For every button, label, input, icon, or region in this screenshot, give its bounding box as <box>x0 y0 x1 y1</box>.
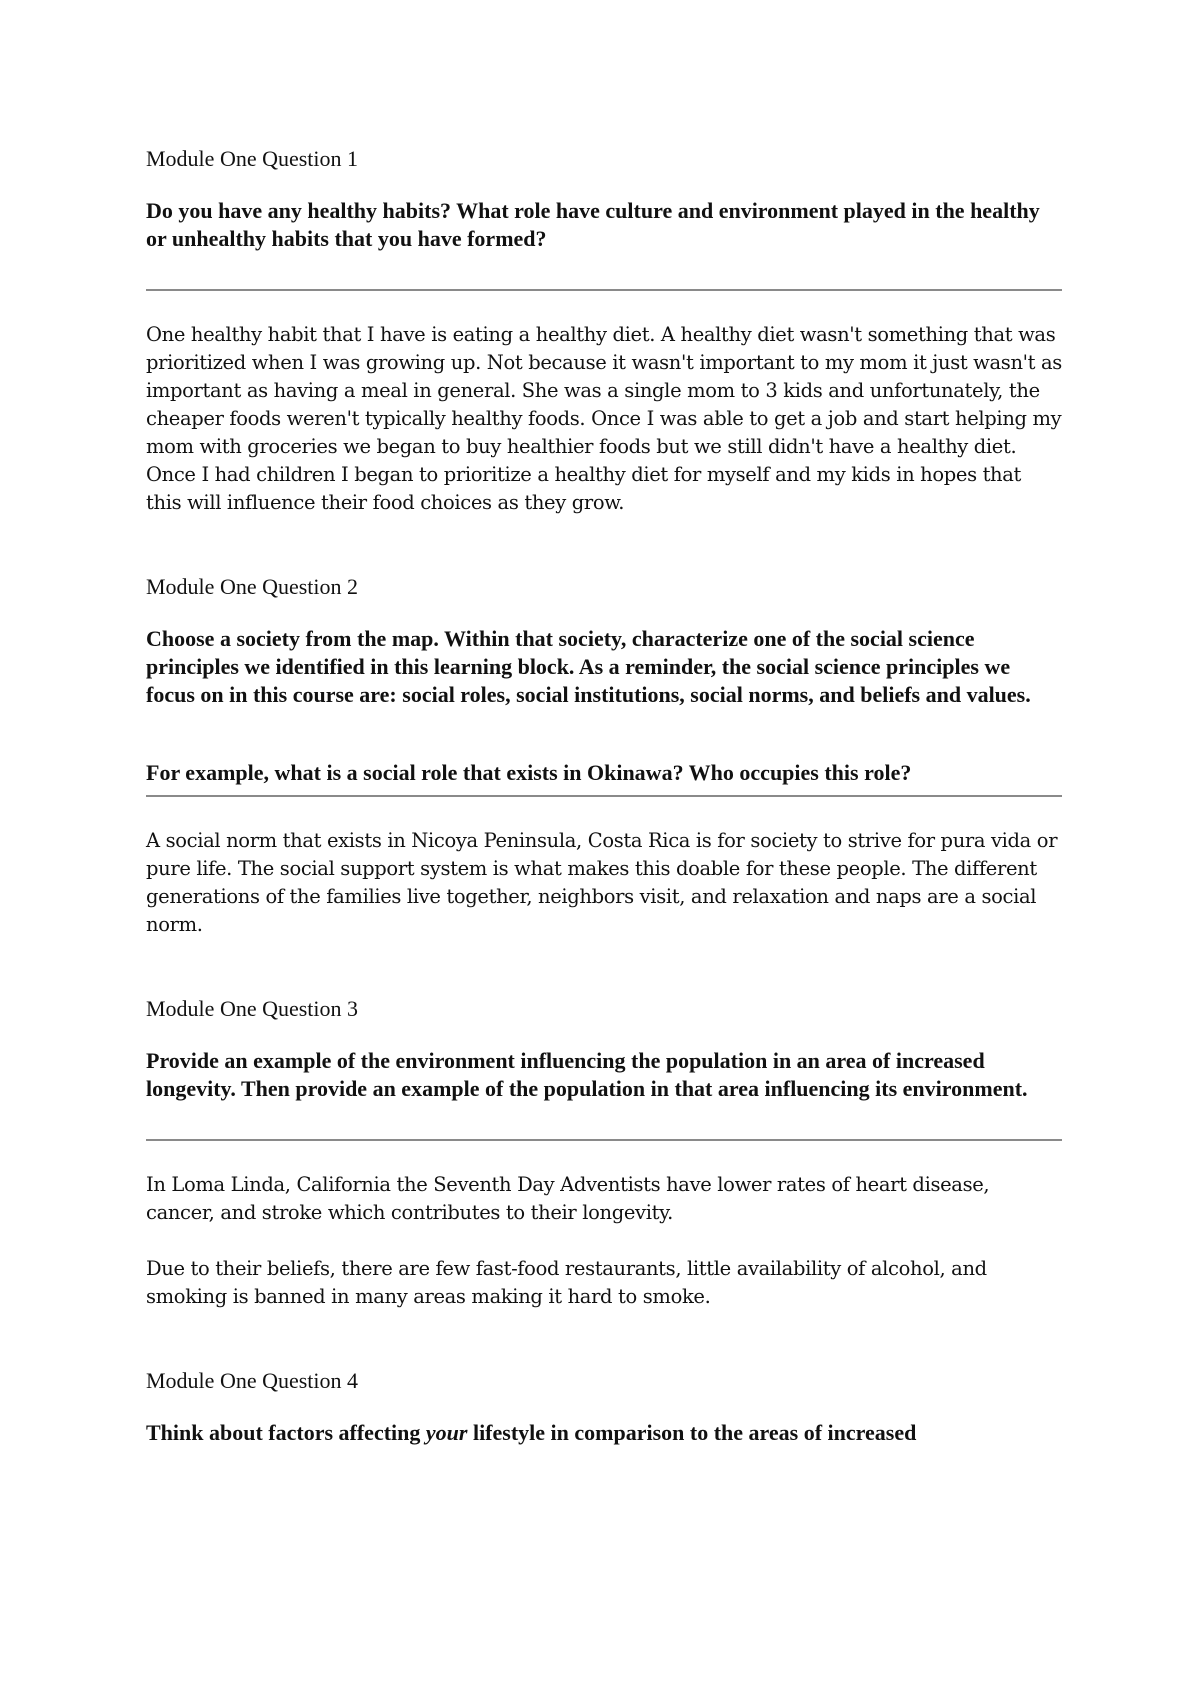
question-1-prompt: Do you have any healthy habits? What role have culture and environment played in the healthy or unhealthy habits that you have formed? <box>146 198 1040 251</box>
module-one-question-2-title: Module One Question 2 <box>146 574 359 599</box>
question-3-prompt: Provide an example of the environment influencing the population in an area of increased longevity. Then provide an example of the population in that area influencing its environment. <box>146 1048 1028 1101</box>
question-2-example: For example, what is a social role that exists in Okinawa? Who occupies this role? <box>146 760 912 785</box>
question-2-prompt: Choose a society from the map. Within that society, characterize one of the social science principles we identified in this learning block. As a reminder, the social science principles we focus on in this course are: social roles, social institutions, social norms, and beliefs and values. <box>146 626 1031 707</box>
question-4-text-pre: Think about factors affecting <box>146 1420 426 1445</box>
module-one-question-3-title: Module One Question 3 <box>146 996 359 1021</box>
module-one-question-1-title: Module One Question 1 <box>146 146 359 171</box>
document-page <box>146 145 1062 1447</box>
question-4-text-post: lifestyle in comparison to the areas of increased <box>467 1420 917 1445</box>
module-one-question-4-title: Module One Question 4 <box>146 1368 359 1393</box>
question-4-emphasis: your <box>425 1420 468 1445</box>
answer-1: One healthy habit that I have is eating a healthy diet. A healthy diet wasn't something that was prioritized when I was growing up. Not because it wasn't important to my mom it just wasn't as important as having a meal in general. She was a single mom to 3 kids and unfortunately, the cheaper foods weren't typically healthy foods. Once I was able to get a job and start helping my mom with groceries we began to buy healthier foods but we still didn't have a healthy diet. Once I had children I began to prioritize a healthy diet for myself and my kids in hopes that this will influence their food choices as they grow. <box>146 323 1062 514</box>
question-4-prompt <box>146 1419 1062 1447</box>
answer-3-paragraph-1: In Loma Linda, California the Seventh Day Adventists have lower rates of heart disease, cancer, and stroke which contributes to their longevity. <box>146 1173 990 1224</box>
answer-3-paragraph-2: Due to their beliefs, there are few fast-food restaurants, little availability of alcohol, and smoking is banned in many areas making it hard to smoke. <box>146 1257 987 1308</box>
answer-2: A social norm that exists in Nicoya Peninsula, Costa Rica is for society to strive for pura vida or pure life. The social support system is what makes this doable for these people. The different generations of the families live together, neighbors visit, and relaxation and naps are a social norm. <box>146 829 1058 936</box>
